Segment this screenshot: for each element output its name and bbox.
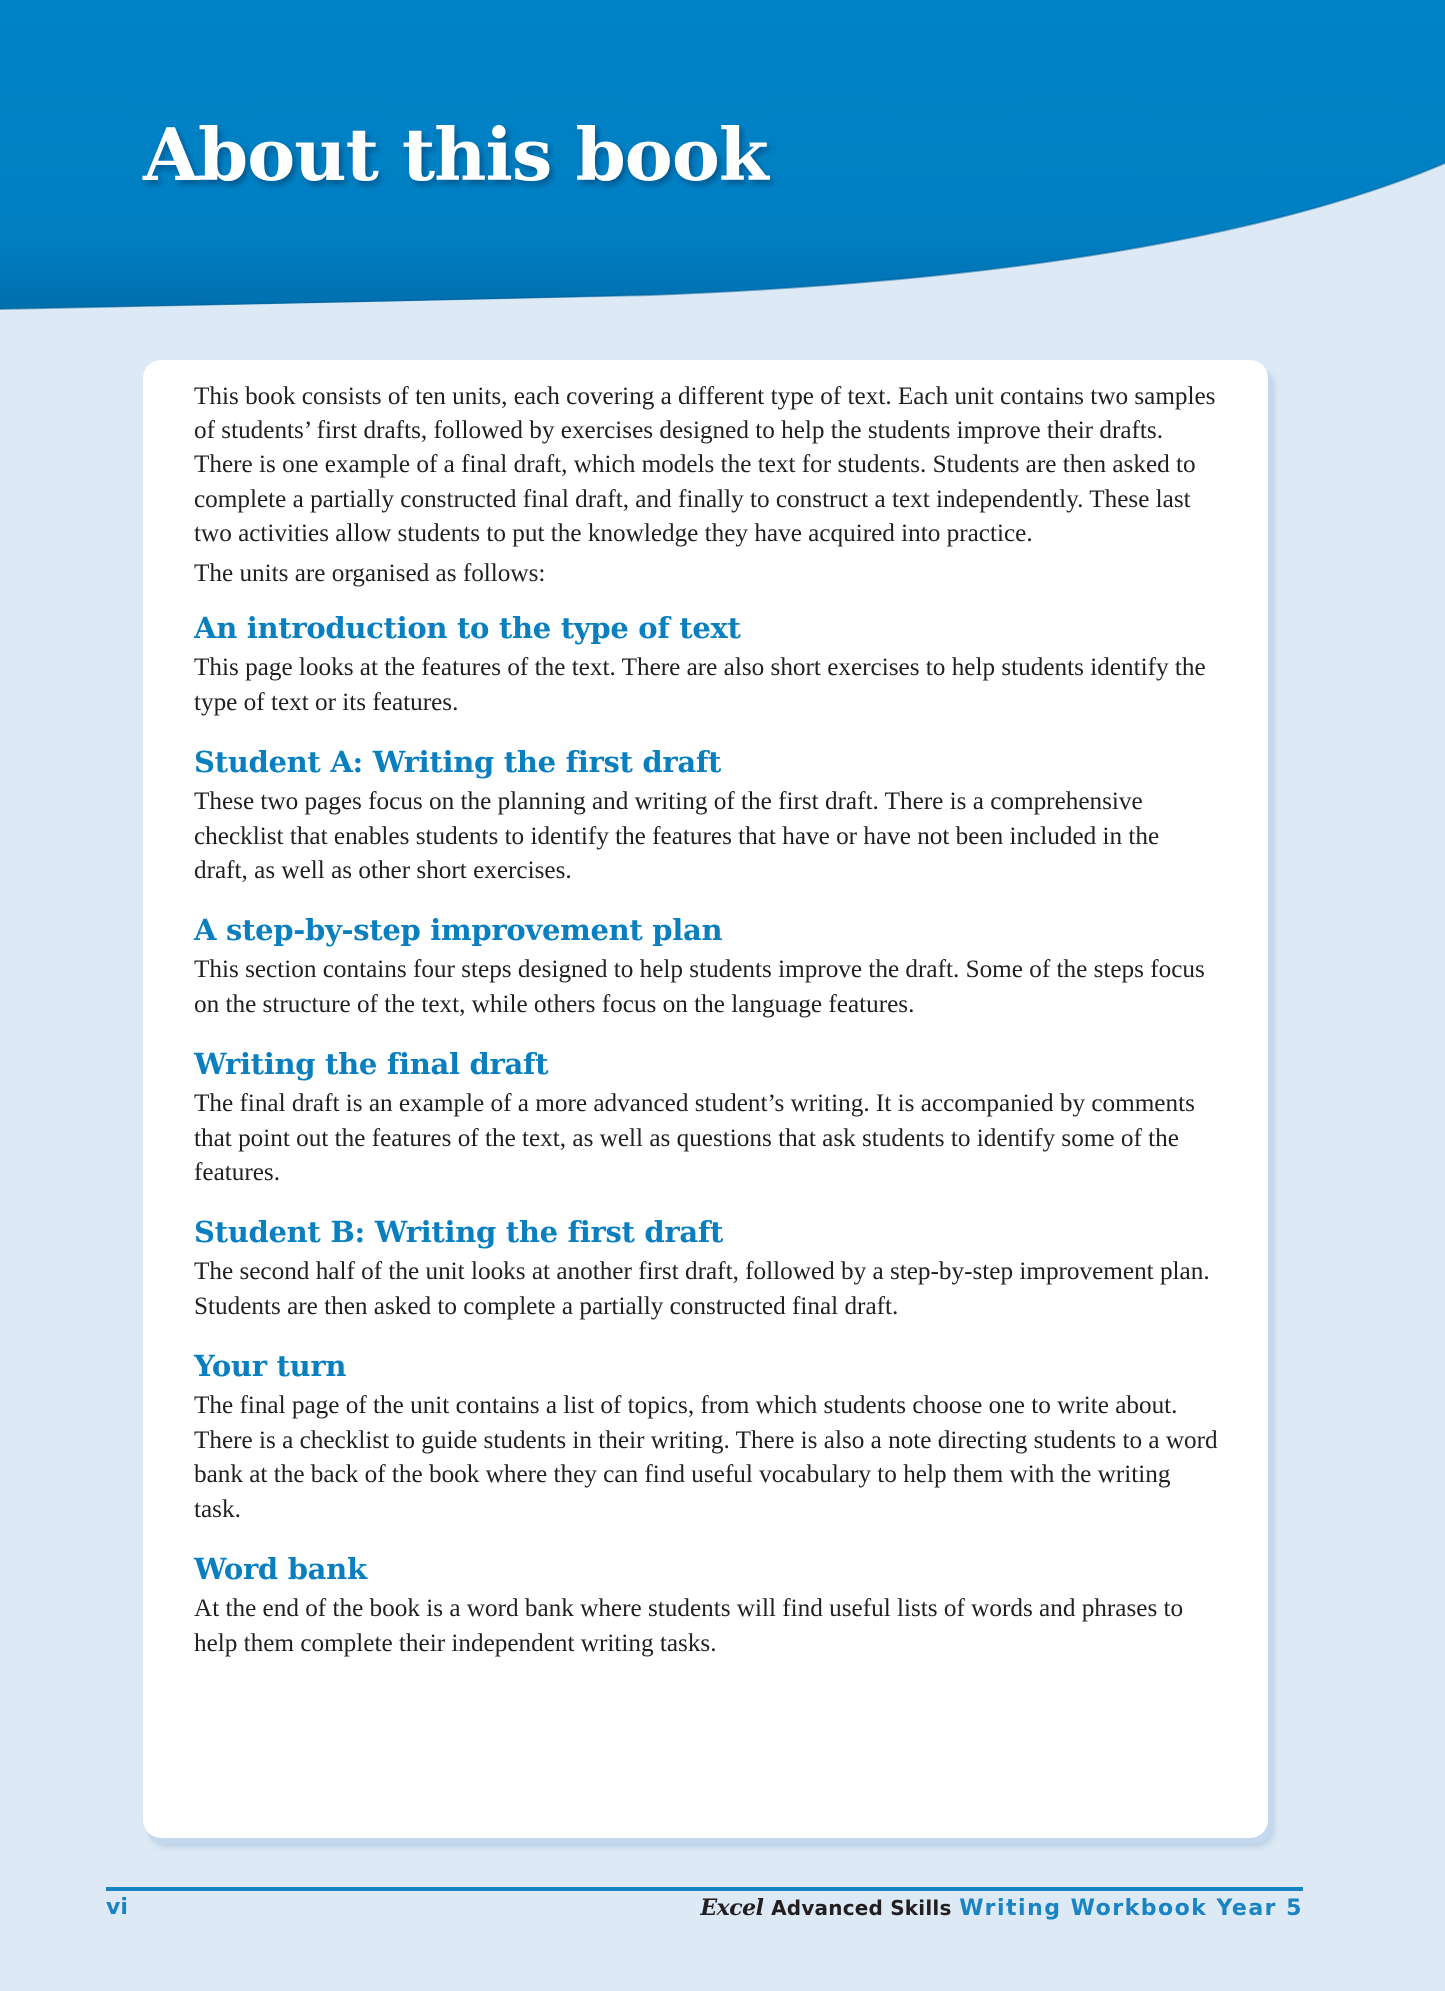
page-number: vi (106, 1895, 128, 1920)
section-heading: An introduction to the type of text (194, 611, 741, 646)
section-your-turn (194, 1347, 1218, 1528)
section-student-a (194, 743, 1218, 889)
section-heading: Student A: Writing the first draft (194, 744, 722, 779)
section-introduction (194, 609, 1218, 721)
section-body: This section contains four steps designed to help students improve the draft. Some of the steps focus on the structure of the text, while others focus on the language features. (194, 956, 1205, 1018)
section-body: The final draft is an example of a more advanced student’s writing. It is accompanied by comments that point out the features of the text, as well as questions that ask students to identify some of the features. (194, 1089, 1195, 1187)
section-heading: Writing the final draft (194, 1046, 549, 1081)
footer-title: Writing Workbook Year 5 (959, 1896, 1303, 1921)
section-body: At the end of the book is a word bank where students will find useful lists of words and phrases to help them complete their independent writing tasks. (194, 1594, 1184, 1657)
intro-paragraph: This book consists of ten units, each covering a different type of text. Each unit contains two samples of students’ first drafts, followed by exercises designed to help the students improve their drafts. There is one example of a final draft, which models the text for students. Students are then asked to complete a partially constructed final draft, and finally to construct a text independently. These last two activities allow students to put the knowledge they have acquired into practice. (194, 383, 1216, 547)
section-body: These two pages focus on the planning and writing of the first draft. There is a comprehensive checklist that enables students to identify the features that have or have not been included in the draft, as well as other short exercises. (194, 787, 1160, 885)
section-student-b (194, 1213, 1218, 1325)
section-word-bank (194, 1550, 1218, 1662)
intro-lead-in: The units are organised as follows: (194, 560, 546, 588)
footer-divider (106, 1887, 1303, 1891)
section-heading: Student B: Writing the first draft (194, 1215, 724, 1250)
footer-series: Advanced Skills (771, 1896, 952, 1920)
section-heading: Word bank (194, 1551, 367, 1586)
section-body: This page looks at the features of the text. There are also short exercises to help students identify the type of text or its features. (194, 654, 1206, 717)
section-final-draft (194, 1045, 1218, 1191)
section-body: The second half of the unit looks at another first draft, followed by a step-by-step improvement plan. Students are then asked to complete a partially constructed final draft. (194, 1258, 1210, 1320)
section-body: The final page of the unit contains a list of topics, from which students choose one to write about. There is a checklist to guide students in their writing. There is also a note directing students to a word bank at the back of the book where they can find useful vocabulary to help them with the writing task. (194, 1391, 1218, 1524)
section-improvement-plan (194, 911, 1218, 1023)
footer-book-title (700, 1895, 1303, 1921)
footer-brand: Excel (700, 1895, 764, 1921)
page-title: About this book (143, 112, 768, 197)
content-card (143, 360, 1268, 1838)
section-heading: Your turn (194, 1348, 347, 1383)
section-heading: A step-by-step improvement plan (194, 913, 723, 948)
